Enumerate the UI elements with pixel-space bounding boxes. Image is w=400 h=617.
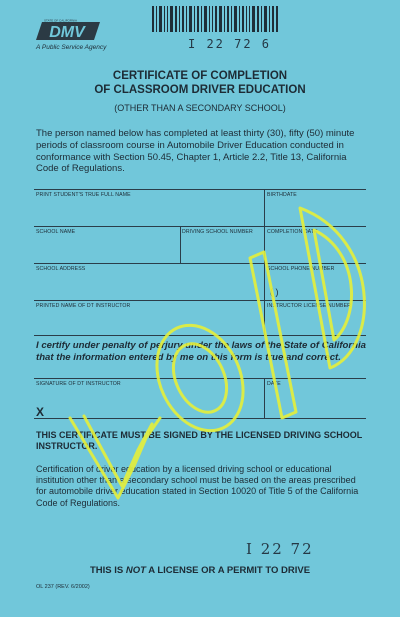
form-rule — [34, 335, 366, 336]
notice-suffix: A LICENSE OR A PERMIT TO DRIVE — [145, 565, 311, 576]
date-field[interactable]: DATE — [267, 381, 281, 387]
svg-text:STATE OF CALIFORNIA: STATE OF CALIFORNIA — [44, 18, 78, 23]
signature-mark: X — [36, 405, 45, 419]
birthdate-field[interactable]: BIRTHDATE — [267, 192, 297, 198]
school-name-field[interactable]: SCHOOL NAME — [36, 229, 76, 235]
form-divider — [264, 189, 265, 226]
form-divider — [264, 263, 265, 335]
instructor-license-field[interactable]: INSTRUCTOR LICENSE NUMBER — [267, 303, 351, 309]
form-number: OL 237 (REV. 6/2002) — [36, 584, 90, 590]
certification-note: Certification of driver education by a licensed driving school or educational institution other than a secondary school must be based on the areas prescribed for automobile driver education stated in Section 10020 of Title 5 of the California Code of Regulations. — [36, 464, 359, 508]
certification-statement: I certify under penalty of perjury under the laws of the State of California that the information entered by me on this form is true and correct. — [36, 340, 366, 363]
form-rule — [34, 263, 366, 264]
certificate-title: CERTIFICATE OF COMPLETION — [112, 70, 288, 82]
school-phone-field[interactable]: SCHOOL PHONE NUMBER — [267, 266, 335, 272]
completion-date-field[interactable]: COMPLETION DATE — [267, 229, 318, 235]
driving-school-number-field[interactable]: DRIVING SCHOOL NUMBER — [182, 229, 253, 235]
certificate-title-line2: OF CLASSROOM DRIVER EDUCATION — [94, 84, 306, 96]
form-rule — [34, 378, 366, 379]
svg-text:DMV: DMV — [49, 24, 85, 41]
instructor-signature-field[interactable]: SIGNATURE OF DT INSTRUCTOR — [36, 381, 121, 387]
certificate-subtitle: (OTHER THAN A SECONDARY SCHOOL) — [114, 103, 286, 113]
instructor-name-field[interactable]: PRINTED NAME OF DT INSTRUCTOR — [36, 303, 131, 309]
student-name-field[interactable]: PRINT STUDENT'S TRUE FULL NAME — [36, 192, 131, 198]
form-rule — [34, 226, 366, 227]
form-divider — [180, 226, 181, 263]
form-rule — [34, 300, 366, 301]
serial-number-bottom: I 22 72 — [246, 540, 314, 558]
dmv-logo-icon — [36, 18, 102, 44]
agency-tagline: A Public Service Agency — [36, 44, 107, 51]
form-divider — [264, 226, 265, 263]
not-a-license-notice — [0, 565, 400, 576]
intro-paragraph: The person named below has completed at least thirty (30), fifty (50) minute periods of classroom course in Automobile Driver Education conducted in conformance with Section 50.45, Chapter 1, Article 2.2, Title 13, California Code of Regulations. — [36, 128, 355, 175]
signature-requirement: THIS CERTIFICATE MUST BE SIGNED BY THE LICENSED DRIVING SCHOOL INSTRUCTOR. — [36, 430, 363, 451]
serial-number-top: I 22 72 6 — [188, 37, 272, 51]
barcode — [152, 6, 278, 32]
form-rule — [34, 189, 366, 190]
school-address-field[interactable]: SCHOOL ADDRESS — [36, 266, 86, 272]
form-divider — [264, 378, 265, 418]
form-rule — [34, 418, 366, 419]
notice-prefix: THIS IS — [89, 565, 126, 576]
notice-emphasis: NOT — [125, 565, 146, 576]
phone-area-code: ( ) — [270, 287, 279, 297]
